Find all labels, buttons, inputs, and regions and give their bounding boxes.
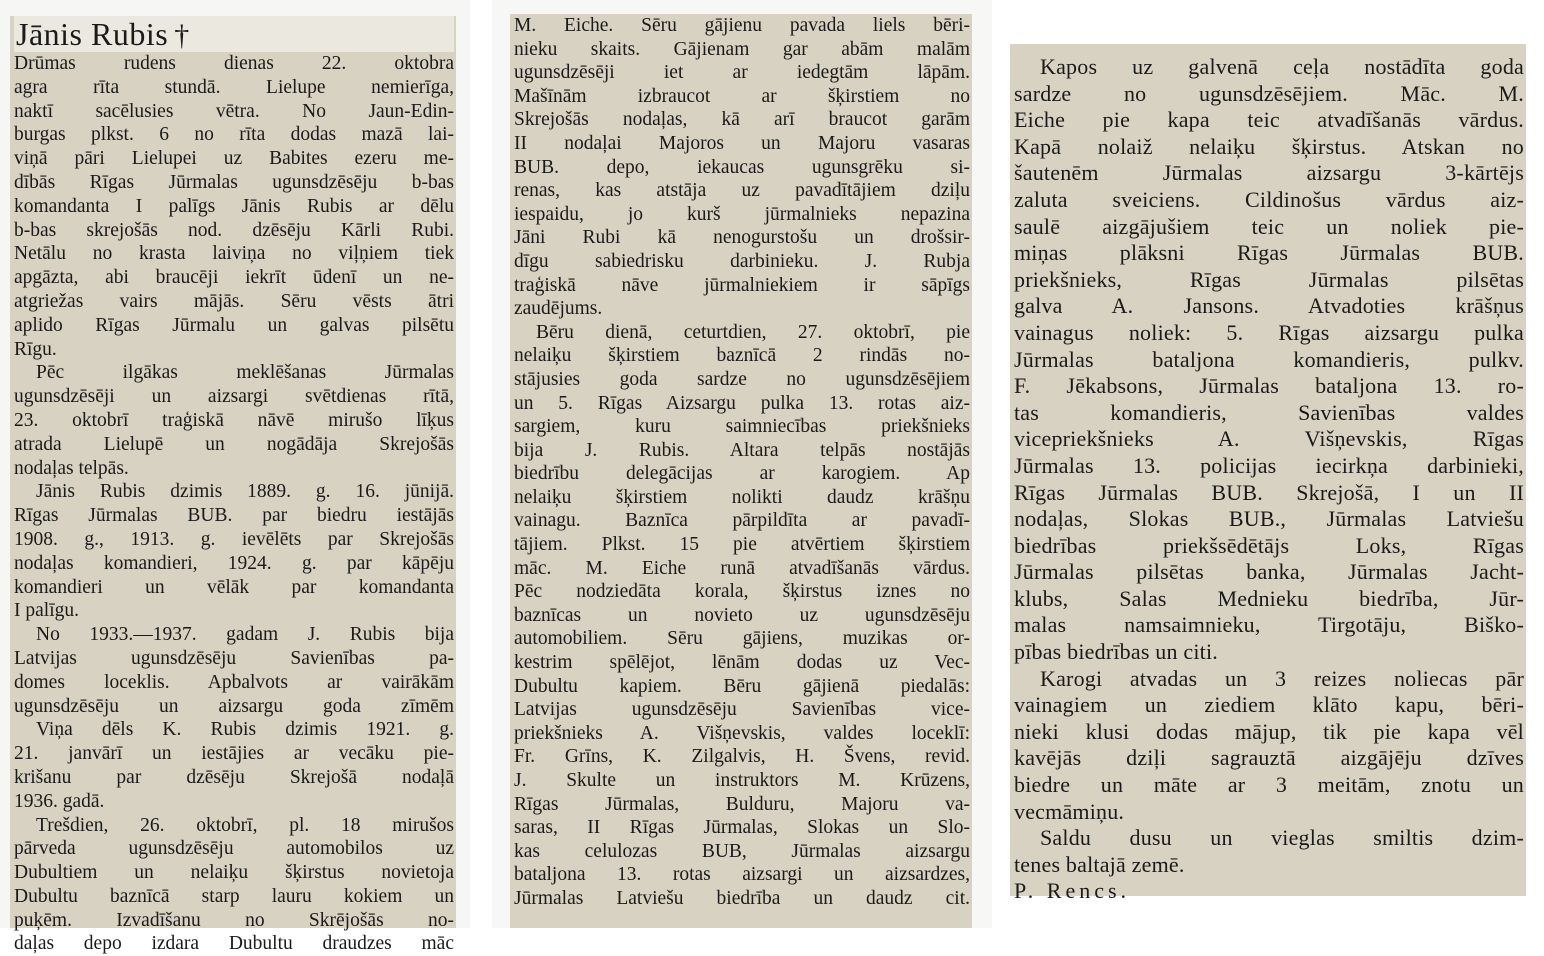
title-text: Jānis Rubis [16, 16, 169, 52]
text-line: Eiche pie kapa teic atvadīšanās vārdus. [1014, 107, 1524, 133]
text-line: pības biedrības un citi. [1014, 639, 1218, 665]
text-line: vainagiem un ziediem klāto kapu, bēri- [1014, 692, 1524, 718]
text-line: ugunsdzēsēji un aizsargi svētdienas rītā, [14, 386, 454, 408]
text-line: bataljona 13. rotas aizsargi un aizsardzes, [514, 864, 970, 886]
text-line: M. Eiche. Sēru gājienu pavada liels bēri- [514, 15, 970, 36]
text-line: Kapā nolaiž nelaiķu šķirstus. Atskan no [1014, 133, 1524, 159]
clipping-panel-middle [492, 0, 992, 928]
text-line: vainagu. Baznīca pārpildīta ar pavadī- [514, 510, 970, 532]
text-line: J. Skulte un instruktors M. Krūzens, [514, 770, 970, 791]
text-line: Trešdien, 26. oktobrī, pl. 18 mirušos [36, 814, 454, 836]
text-line: traģiskā nāve jūrmalniekiem ir sāpīgs [514, 274, 970, 296]
text-line: biedre un māte ar 3 meitām, znotu un [1014, 772, 1524, 798]
text-line: māc. M. Eiche runā atvadīšanās vārdus. [514, 557, 970, 579]
text-line: Viņa dēls K. Rubis dzimis 1921. g. [36, 719, 454, 741]
text-line: Dubultiem un nelaiķu šķirstus novietoja [14, 862, 454, 884]
text-line: ugunsdzēsēji iet ar iedegtām lāpām. [514, 62, 970, 84]
text-line: 1936. gadā. [14, 790, 105, 812]
text-line: domes loceklis. Apbalvots ar vairākām [14, 671, 454, 693]
article-text-column-3 [1014, 54, 1524, 905]
text-line: viņā pāri Lielupei uz Babites ezeru me- [14, 148, 454, 170]
text-line: Rīgas Jūrmalas, Bulduru, Majoru va- [514, 793, 970, 815]
text-line: burgas plkst. 6 no rīta dodas mazā lai- [14, 124, 454, 146]
author-signature: P. Rencs. [1014, 878, 1131, 904]
text-line: bija J. Rubis. Altara telpās nostājās [514, 439, 970, 461]
text-line: zaluta sveiciens. Cildinošus vārdus aiz- [1014, 186, 1524, 212]
text-line: naktī sacēlusies vētra. No Jaun-Edin- [14, 100, 454, 122]
text-line: nelaiķu šķirstiem baznīcā 2 rindās no- [514, 345, 970, 367]
text-line: agra rīta stundā. Lielupe nemierīga, [14, 76, 454, 98]
text-line: komandanta I palīgs Jānis Rubis ar dēlu [14, 195, 454, 217]
text-line: baznīcas un novieto uz ugunsdzēsēju [514, 604, 970, 626]
article-title [14, 16, 454, 52]
text-line: apgāzta, abi braucēji iekrīt ūdenī un ne- [14, 267, 454, 289]
text-line: Jūrmalas bataljona komandieris, pulkv. [1014, 346, 1524, 372]
text-line: klubs, Salas Mednieku biedrība, Jūr- [1014, 585, 1524, 611]
text-line: Netālu no krasta laiviņa no viļņiem tiek [14, 243, 454, 265]
text-line: saulē aizgājušiem teic un noliek pie- [1014, 213, 1524, 239]
text-line: vicepriekšnieks A. Višņevskis, Rīgas [1014, 426, 1524, 452]
text-line: atgriežas vairs mājās. Sēru vēsts ātri [14, 290, 454, 312]
text-line: Mašīnām izbraucot ar šķirstiem no [514, 85, 970, 107]
newspaper-clipping-2 [510, 14, 972, 928]
text-line: Fr. Grīns, K. Zilgalvis, H. Švens, revid. [514, 746, 970, 768]
text-line: Saldu dusu un vieglas smiltis dzim- [1040, 825, 1524, 851]
text-line: tas komandieris, Savienības valdes [1014, 399, 1524, 425]
text-line: saras, II Rīgas Jūrmalas, Slokas un Slo- [514, 817, 970, 839]
text-line: Skrejošās nodaļas, kā arī braucot garām [514, 109, 970, 131]
clipping-panel-left [0, 0, 470, 955]
text-line: sargiem, kuru saimniecības priekšnieks [514, 416, 970, 438]
text-line: tenes baltajā zemē. [1014, 851, 1185, 877]
text-line: Rīgas Jūrmalas BUB. Skrejošā, I un II [1014, 479, 1524, 505]
text-line: kavējās dziļi sagrauztā aizgājēju dzīves [1014, 745, 1524, 771]
text-line: iespaidu, jo kurš jūrmalnieks nepazina [514, 203, 970, 225]
text-line: Karogi atvadas un 3 reizes noliecas pār [1040, 665, 1524, 691]
text-line: Drūmas rudens dienas 22. oktobra [14, 53, 454, 74]
newspaper-clipping-1 [10, 16, 456, 955]
text-line: Jūrmalas Latviešu biedrība un daudz cit. [514, 887, 970, 909]
newspaper-clipping-3 [1010, 44, 1526, 904]
text-line: sardze no ugunsdzēsējiem. Māc. M. [1014, 80, 1524, 106]
text-line: malas namsaimnieku, Tirgotāju, Biško- [1014, 612, 1524, 638]
text-line: No 1933.—1937. gadam J. Rubis bija [36, 624, 454, 646]
text-line: Jūrmalas pilsētas banka, Jūrmalas Jacht- [1014, 559, 1524, 585]
text-line: miņas plāksni Rīgas Jūrmalas BUB. [1014, 240, 1524, 266]
text-line: puķēm. Izvadīšanu no Skrējošās no- [14, 909, 454, 931]
text-line: automobiliem. Sēru gājiens, muzikas or- [514, 628, 970, 650]
text-line: biedrību delegācijas ar karogiem. Ap [514, 463, 970, 485]
text-line: Jānis Rubis dzimis 1889. g. 16. jūnijā. [36, 481, 454, 503]
text-line: nodaļas telpās. [14, 457, 129, 479]
text-line: dībās Rīgas Jūrmalas ugunsdzēsēju b-bas [14, 171, 454, 193]
text-line: 1908. g., 1913. g. ievēlēts par Skrejošās [14, 528, 454, 550]
text-line: aplido Rīgas Jūrmalu un galvas pilsētu [14, 314, 454, 336]
text-line: šautenēm Jūrmalas aizsargu 3-kārtējs [1014, 160, 1524, 186]
text-line: Jāni Rubi kā nenogurstošu un drošsir- [514, 227, 970, 249]
text-line: atrada Lielupē un nogādāja Skrejošās [14, 433, 454, 455]
text-line: F. Jēkabsons, Jūrmalas bataljona 13. ro- [1014, 373, 1524, 399]
text-line: krišanu par dzēsēju Skrejošā nodaļā [14, 766, 454, 788]
text-line: Pēc ilgākas meklēšanas Jūrmalas [36, 362, 454, 384]
text-line: Latvijas ugunsdzēsēju Savienības pa- [14, 647, 454, 669]
text-line: kas celulozas BUB, Jūrmalas aizsargu [514, 840, 970, 862]
text-line: komandieri un vēlāk par komandanta [14, 576, 454, 598]
text-line: I palīgu. [14, 600, 79, 622]
article-text-column-1 [14, 52, 454, 956]
text-line: Kapos uz galvenā ceļa nostādīta goda [1040, 54, 1524, 79]
text-line: priekšnieks A. Višņevskis, valdes loceklī: [514, 722, 970, 744]
text-line: zaudējums. [514, 298, 603, 320]
text-line: nodaļas komandieri, 1924. g. par kāpēju [14, 552, 454, 574]
text-line: Pēc nodziedāta korala, šķirstus iznes no [514, 581, 970, 603]
text-line: Rīgu. [14, 338, 57, 360]
text-line: dīgu sabiedrisku darbinieku. J. Rubja [514, 250, 970, 272]
text-line: Latvijas ugunsdzēsēju Savienības vice- [514, 699, 970, 721]
clipping-panel-right [992, 0, 1544, 928]
text-line: nieki klusi dodas mājup, tik pie kapa vēl [1014, 718, 1524, 744]
text-line: daļas depo izdara Dubultu draudzes māc [14, 933, 454, 955]
text-line: Dubultu baznīcā starp lauru kokiem un [14, 885, 454, 907]
text-line: BUB. depo, iekaucas ugunsgrēku si- [514, 156, 970, 178]
text-line: kestrim spēlējot, lēnām dodas uz Vec- [514, 652, 970, 674]
text-line: un 5. Rīgas Aizsargu pulka 13. rotas aiz- [514, 392, 970, 414]
text-line: nieku skaits. Gājienam gar abām malām [514, 38, 970, 60]
text-line: stājusies goda sardze no ugunsdzēsējiem [514, 368, 970, 390]
text-line: renas, kas atstāja uz pavadītājiem dziļu [514, 180, 970, 202]
text-line: b-bas skrejošās nod. dzēsēju Kārli Rubi. [14, 219, 454, 241]
text-line: Dubultu kapiem. Bēru gājienā piedalās: [514, 675, 970, 697]
dagger-icon: † [174, 19, 190, 52]
text-line: Rīgas Jūrmalas BUB. par biedru iestājās [14, 505, 454, 527]
text-line: Jūrmalas 13. policijas iecirkņa darbinieki, [1014, 452, 1524, 478]
text-line: biedrības priekšsēdētājs Loks, Rīgas [1014, 532, 1524, 558]
text-line: nelaiķu šķirstiem nolikti daudz krāšņu [514, 486, 970, 508]
text-line: priekšnieks, Rīgas Jūrmalas pilsētas [1014, 266, 1524, 292]
text-line: pārveda ugunsdzēsēju automobilos uz [14, 838, 454, 860]
text-line: 21. janvārī un iestājies ar vecāku pie- [14, 743, 454, 765]
text-line: tājiem. Plkst. 15 pie atvērtiem šķirstiem [514, 534, 970, 556]
text-line: vecmāmiņu. [1014, 798, 1125, 824]
text-line: nodaļas, Slokas BUB., Jūrmalas Latviešu [1014, 506, 1524, 532]
text-line: galva A. Jansons. Atvadoties krāšņus [1014, 293, 1524, 319]
text-line: Bēru dienā, ceturtdien, 27. oktobrī, pie [536, 321, 970, 343]
text-line: vainagus noliek: 5. Rīgas aizsargu pulka [1014, 319, 1524, 345]
article-text-column-2 [514, 14, 970, 911]
text-line: ugunsdzēsēju un aizsargu goda zīmēm [14, 695, 454, 717]
text-line: 23. oktobrī traģiskā nāvē mirušo līķus [14, 409, 454, 431]
text-line: II nodaļai Majoros un Majoru vasaras [514, 132, 970, 154]
